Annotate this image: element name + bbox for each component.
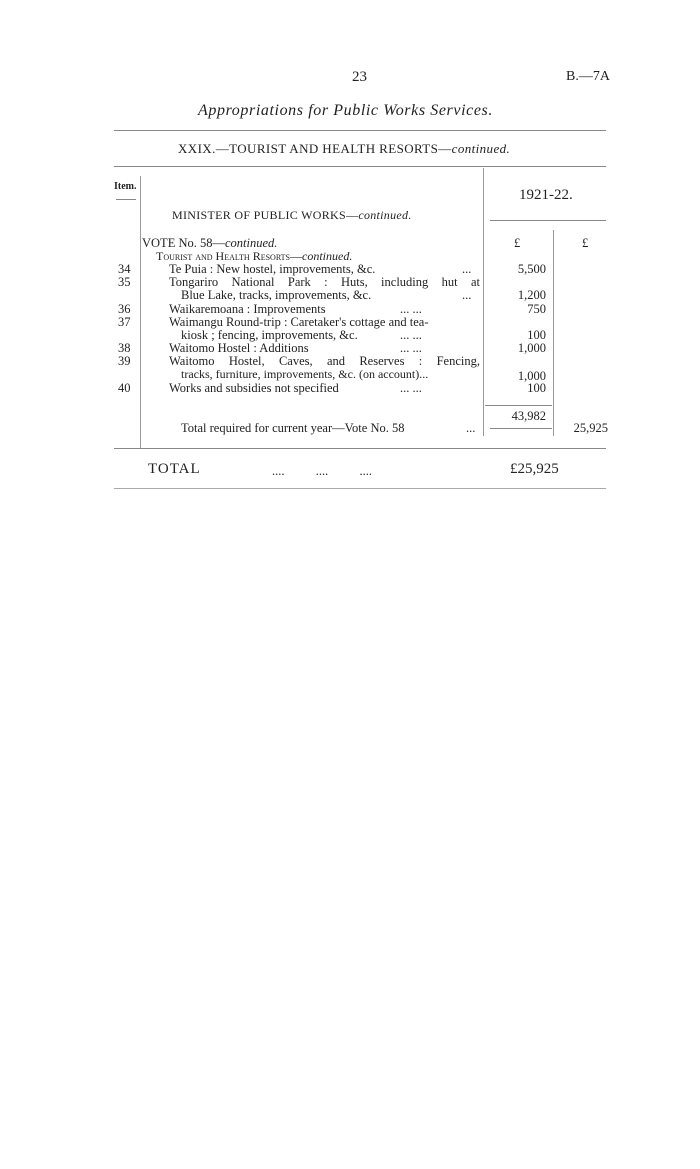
- total-label: Total required for current year—Vote No. 58: [181, 421, 405, 435]
- subtotal-under-rule: [490, 428, 552, 429]
- grand-total-value: £25,925: [510, 461, 559, 477]
- year-header-rule: [490, 220, 606, 221]
- table-bottom-rule: [114, 448, 606, 449]
- row-item: 35: [118, 275, 131, 289]
- grand-total-label: TOTAL: [148, 461, 201, 477]
- page-number: 23: [352, 69, 367, 85]
- page-title: Appropriations for Public Works Services.: [198, 102, 493, 119]
- row-dots: ... ...: [400, 341, 422, 355]
- section-title: XXIX.—TOURIST AND HEALTH RESORTS—continued.: [178, 141, 511, 156]
- subhead: Tourist and Health Resorts—continued.: [156, 249, 353, 263]
- row-amount: 1,000: [517, 341, 546, 355]
- grand-total-dots: .... .... ....: [272, 464, 372, 478]
- item-column-header: Item.: [114, 181, 137, 192]
- row-amount: 750: [527, 302, 546, 316]
- subtotal-value: 43,982: [511, 409, 546, 423]
- row-text: Waikaremoana : Improvements: [169, 302, 326, 316]
- row-item: 37: [118, 315, 131, 329]
- row-item: 40: [118, 381, 131, 395]
- row-amount: 5,500: [517, 262, 546, 276]
- year-column-header: 1921-22.: [519, 187, 573, 203]
- table-top-rule: [114, 166, 606, 167]
- amount-column-divider: [483, 168, 484, 436]
- row-text: Te Puia : New hostel, improvements, &c.: [169, 262, 376, 276]
- row-text: Works and subsidies not specified: [169, 381, 339, 395]
- currency-col2: £: [582, 236, 589, 250]
- total-dots: ...: [466, 421, 476, 435]
- row-item: 39: [118, 354, 131, 368]
- footer-rule: [114, 488, 606, 489]
- row-amount: 1,200: [517, 288, 546, 302]
- vote-heading: VOTE No. 58—continued.: [142, 236, 278, 250]
- subtotal-rule: [485, 405, 552, 406]
- row-item: 34: [118, 262, 131, 276]
- row-dots: ... ...: [400, 328, 422, 342]
- row-text: Waitomo Hostel : Additions: [169, 341, 309, 355]
- row-item: 36: [118, 302, 131, 316]
- row-dots: ... ...: [400, 302, 422, 316]
- row-dots: ...: [462, 288, 472, 302]
- row-text: Blue Lake, tracks, improvements, &c.: [181, 288, 372, 302]
- row-dots: ... ...: [400, 381, 422, 395]
- row-item: 38: [118, 341, 131, 355]
- subtotal-column-divider: [553, 230, 554, 436]
- row-amount: 100: [527, 328, 546, 342]
- row-text: tracks, furniture, improvements, &c. (on account)...: [181, 367, 429, 381]
- row-text: Tongariro National Park : Huts, including hut at: [169, 275, 480, 289]
- row-text: kiosk ; fencing, improvements, &c.: [181, 328, 358, 342]
- minister-heading: MINISTER OF PUBLIC WORKS—continued.: [172, 208, 412, 222]
- currency-col1: £: [514, 236, 521, 250]
- item-header-rule: [116, 199, 136, 200]
- row-amount: 1,000: [517, 369, 546, 383]
- row-amount: 100: [527, 381, 546, 395]
- total-value: 25,925: [573, 421, 608, 435]
- row-text: Waitomo Hostel, Caves, and Reserves : Fencing,: [169, 354, 480, 368]
- row-text: Waimangu Round-trip : Caretaker's cottage and tea-: [169, 315, 429, 329]
- item-column-divider: [140, 176, 141, 448]
- title-rule: [114, 130, 606, 131]
- row-dots: ...: [462, 262, 472, 276]
- page-code: B.—7A: [566, 69, 610, 84]
